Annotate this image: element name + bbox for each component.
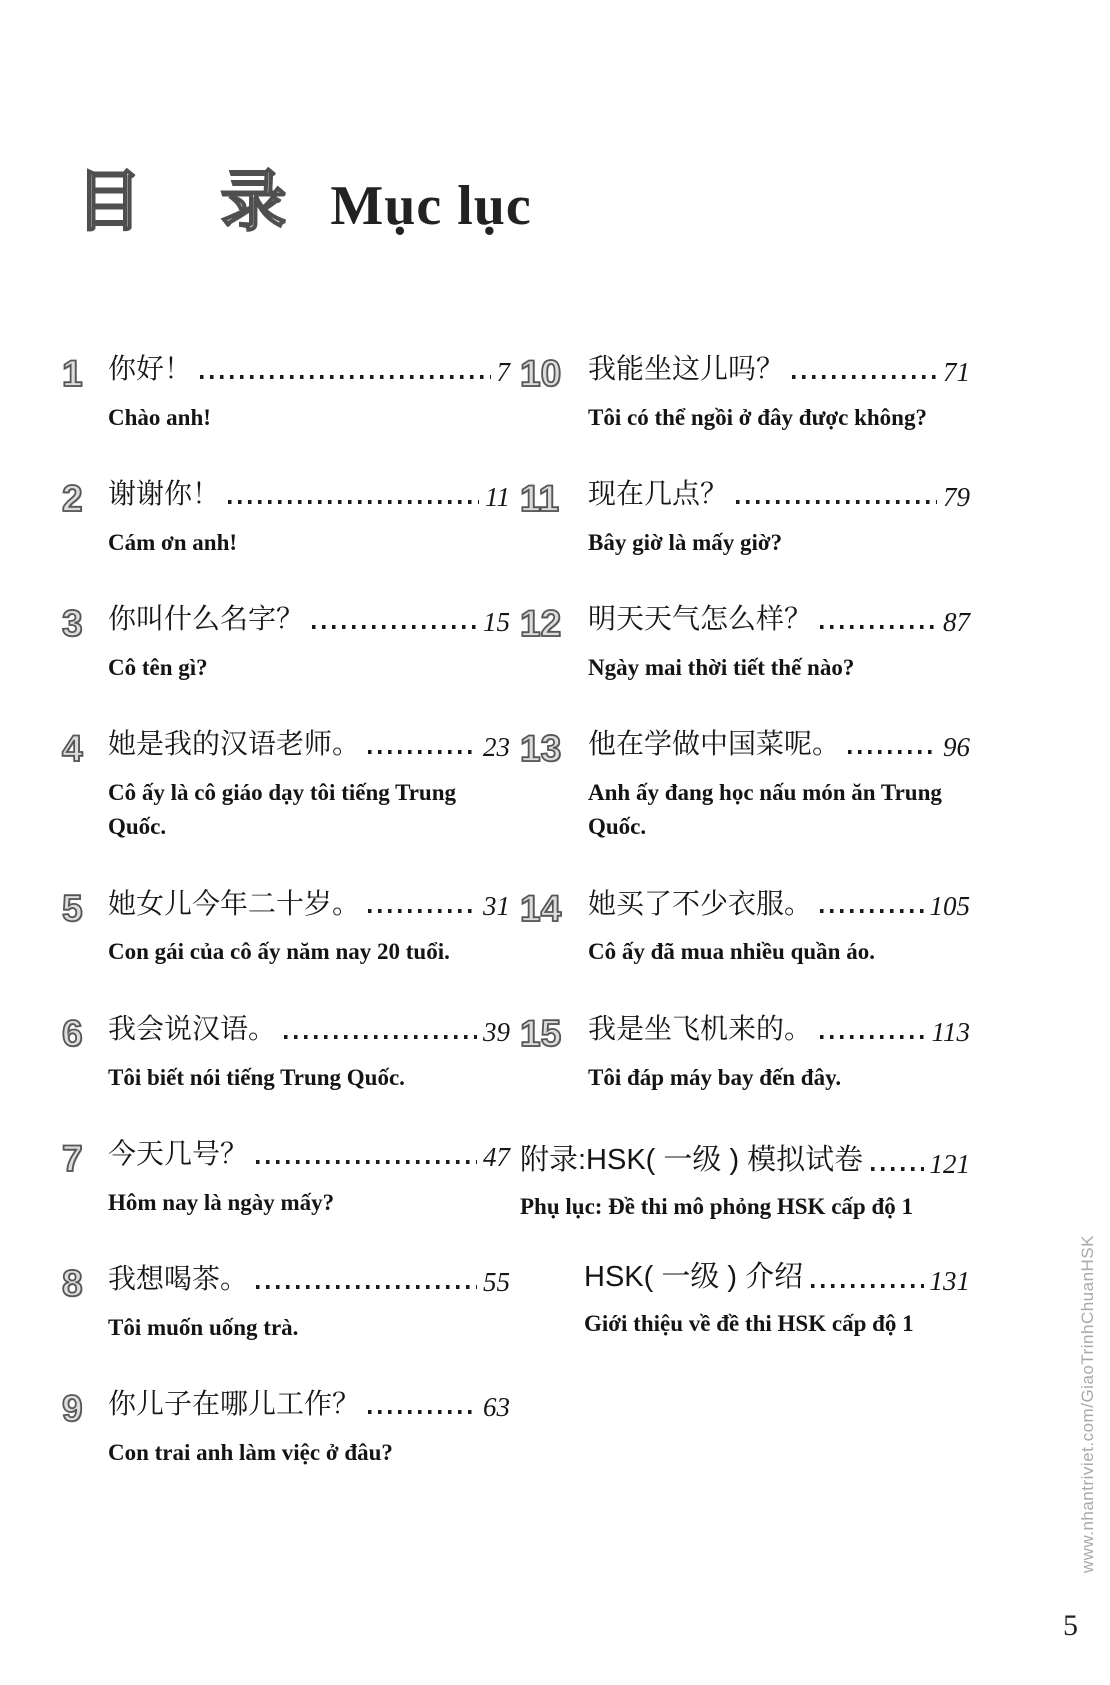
- toc-entry-title: 今天几号？: [108, 1138, 249, 1170]
- toc-appendix-entry: [584, 1260, 970, 1341]
- toc-appendix-entry: [520, 1143, 970, 1224]
- toc-appendix-page: 131: [929, 1266, 970, 1297]
- toc-entry: [520, 1012, 970, 1095]
- toc-entry-title-line: [108, 727, 510, 761]
- dot-leader: [256, 1160, 477, 1164]
- toc-entry-content: [588, 477, 970, 560]
- toc-entry-title-line: [588, 477, 970, 511]
- toc-entry-page: 31: [483, 891, 510, 922]
- toc-entry-subtitle: Tôi có thể ngồi ở đây được không?: [588, 404, 927, 430]
- toc-entry-number: 12: [520, 603, 562, 645]
- dot-leader: [256, 1285, 477, 1289]
- page-number: 5: [1063, 1609, 1078, 1642]
- toc-entry-title: 谢谢你！: [108, 478, 221, 510]
- toc-entry-title-line: [108, 1387, 510, 1421]
- toc-entry-page: 79: [943, 481, 970, 512]
- toc-entry: [520, 602, 970, 685]
- toc-entry-page: 23: [483, 731, 510, 762]
- toc-appendix-title-line: [520, 1143, 970, 1178]
- toc-entry: [62, 1387, 510, 1470]
- toc-entry-title: 他在学做中国菜呢。: [588, 728, 841, 760]
- toc-entry-page: 87: [943, 606, 970, 637]
- toc-entry-title: 她买了不少衣服。: [588, 887, 813, 919]
- toc-entry-subtitle: Cô ấy là cô giáo dạy tôi tiếng Trung Quốc.: [108, 779, 456, 840]
- dot-leader: [848, 750, 937, 754]
- toc-entry: [62, 1137, 510, 1220]
- toc-entry-title-line: [108, 1262, 510, 1296]
- toc-entry-title-line: [588, 602, 970, 636]
- toc-appendix-subtitle: Giới thiệu về đề thi HSK cấp độ 1: [584, 1311, 914, 1337]
- dot-leader: [871, 1167, 923, 1171]
- toc-entry-subtitle: Ngày mai thời tiết thế nào?: [588, 654, 855, 680]
- toc-title-chinese: 目 录: [76, 164, 317, 238]
- toc-entry: [520, 727, 970, 845]
- dot-leader: [200, 375, 490, 379]
- toc-entry: [62, 887, 510, 970]
- toc-column-left: [62, 352, 510, 1512]
- toc-entry-content: [588, 602, 970, 685]
- toc-entry-title-line: [108, 352, 510, 386]
- toc-entry-content: [108, 1387, 510, 1470]
- toc-entry-title: 我想喝茶。: [108, 1263, 249, 1295]
- toc-entry-content: [108, 727, 510, 845]
- toc-entry-title: 我会说汉语。: [108, 1012, 277, 1044]
- toc-entry-page: 15: [483, 606, 510, 637]
- toc-entry-content: [588, 727, 970, 845]
- toc-entry-subtitle: Cám ơn anh!: [108, 529, 238, 555]
- toc-entry: [62, 1262, 510, 1345]
- toc-entry-page: 96: [943, 731, 970, 762]
- toc-entry-page: 47: [483, 1141, 510, 1172]
- toc-entry: [62, 352, 510, 435]
- toc-entry-number: 14: [520, 887, 562, 929]
- toc-entry-content: [108, 352, 510, 435]
- toc-entry: [62, 477, 510, 560]
- toc-column-right: [520, 352, 970, 1512]
- toc-entry-title: 你叫什么名字？: [108, 603, 305, 635]
- toc-entry-subtitle: Tôi đáp máy bay đến đây.: [588, 1064, 842, 1090]
- toc-entry-title: 我是坐飞机来的。: [588, 1012, 813, 1044]
- toc-entry-title-line: [108, 887, 510, 921]
- dot-leader: [368, 1410, 477, 1414]
- toc-entry-title: 现在几点？: [588, 478, 729, 510]
- toc-entry-title-line: [108, 602, 510, 636]
- toc-entry-subtitle: Hôm nay là ngày mấy?: [108, 1189, 335, 1215]
- toc-entry-title-line: [588, 1012, 970, 1046]
- toc-entry-subtitle: Anh ấy đang học nấu món ăn Trung Quốc.: [588, 779, 942, 840]
- toc-entry: [62, 1012, 510, 1095]
- toc-entry-content: [588, 352, 970, 435]
- dot-leader: [820, 625, 937, 629]
- toc-entry-number: 1: [62, 353, 83, 394]
- dot-leader: [792, 375, 937, 379]
- toc-appendix-title: HSK( 一级 ) 介绍: [584, 1261, 804, 1294]
- toc-entry-content: [108, 1262, 510, 1345]
- toc-entry-page: 113: [931, 1016, 970, 1047]
- toc-entry-title-line: [588, 352, 970, 386]
- toc-entry-page: 105: [929, 891, 970, 922]
- toc-entry-subtitle: Con gái của cô ấy năm nay 20 tuổi.: [108, 939, 450, 965]
- toc-entry-number: 10: [520, 353, 562, 394]
- watermark-url: www.nhantriviet.com/GiaoTrinhChuanHSK: [1078, 1234, 1097, 1573]
- toc-entry-title: 你儿子在哪儿工作？: [108, 1388, 361, 1420]
- dot-leader: [736, 500, 937, 504]
- toc-entry-title: 明天天气怎么样？: [588, 603, 813, 635]
- toc-entry-title-line: [588, 887, 970, 921]
- toc-entry-subtitle: Cô ấy đã mua nhiều quần áo.: [588, 939, 875, 965]
- toc-entry: [520, 352, 970, 435]
- toc-entry-content: [588, 887, 970, 970]
- toc-entry-title-line: [108, 1137, 510, 1171]
- toc-entry-title-line: [108, 477, 510, 511]
- toc-entry-number: 13: [520, 728, 562, 770]
- dot-leader: [368, 909, 477, 913]
- toc-entry-content: [108, 1137, 510, 1220]
- toc-entry: [520, 477, 970, 560]
- toc-entry-number: 6: [62, 1012, 83, 1054]
- dot-leader: [820, 1035, 925, 1039]
- toc-entry-number: 7: [62, 1138, 83, 1180]
- toc-entry-content: [108, 477, 510, 560]
- dot-leader: [228, 500, 479, 504]
- toc-entry-page: 71: [943, 356, 970, 387]
- dot-leader: [312, 625, 477, 629]
- toc-entry-number: 2: [62, 478, 83, 520]
- toc-entry-number: 9: [62, 1388, 83, 1430]
- toc-entry-page: 11: [485, 481, 510, 512]
- toc-entry-number: 11: [520, 478, 560, 520]
- toc-entry-subtitle: Bây giờ là mấy giờ?: [588, 529, 783, 555]
- toc-entry: [62, 727, 510, 845]
- toc-entry-page: 55: [483, 1266, 510, 1297]
- toc-entry-subtitle: Con trai anh làm việc ở đâu?: [108, 1439, 393, 1465]
- toc-columns: [62, 352, 970, 1512]
- toc-appendix-title: 附录:HSK( 一级 ) 模拟试卷: [520, 1144, 864, 1177]
- dot-leader: [820, 909, 923, 913]
- dot-leader: [368, 750, 477, 754]
- toc-appendix-subtitle: Phụ lục: Đề thi mô phỏng HSK cấp độ 1: [520, 1193, 913, 1219]
- toc-entry-content: [588, 1012, 970, 1095]
- toc-entry-number: 3: [62, 603, 83, 645]
- toc-appendix-page: 121: [929, 1148, 970, 1179]
- toc-entry-title: 她是我的汉语老师。: [108, 728, 361, 760]
- page-header: [76, 164, 532, 238]
- toc-title-vietnamese: Mục lục: [330, 175, 532, 237]
- toc-entry: [62, 602, 510, 685]
- toc-entry-title-line: [588, 727, 970, 761]
- toc-entry-content: [108, 887, 510, 970]
- toc-entry-number: 15: [520, 1012, 562, 1054]
- toc-entry-title: 你好！: [108, 353, 193, 384]
- toc-entry-subtitle: Tôi biết nói tiếng Trung Quốc.: [108, 1064, 405, 1090]
- toc-entry-number: 8: [62, 1263, 83, 1305]
- dot-leader: [284, 1035, 477, 1039]
- toc-entry-subtitle: Tôi muốn uống trà.: [108, 1314, 299, 1340]
- toc-entry-page: 39: [483, 1016, 510, 1047]
- toc-entry-title: 她女儿今年二十岁。: [108, 887, 361, 919]
- toc-entry-page: 7: [496, 356, 510, 387]
- dot-leader: [811, 1284, 923, 1288]
- toc-appendix-title-line: [584, 1260, 970, 1295]
- toc-entry-number: 5: [62, 887, 83, 929]
- toc-entry-page: 63: [483, 1391, 510, 1422]
- toc-entry-subtitle: Chào anh!: [108, 404, 211, 430]
- toc-entry-content: [108, 1012, 510, 1095]
- toc-entry-title: 我能坐这儿吗？: [588, 353, 785, 384]
- toc-entry-number: 4: [62, 728, 83, 770]
- toc-entry-content: [108, 602, 510, 685]
- toc-entry: [520, 887, 970, 970]
- toc-entry-title-line: [108, 1012, 510, 1046]
- toc-entry-subtitle: Cô tên gì?: [108, 654, 208, 680]
